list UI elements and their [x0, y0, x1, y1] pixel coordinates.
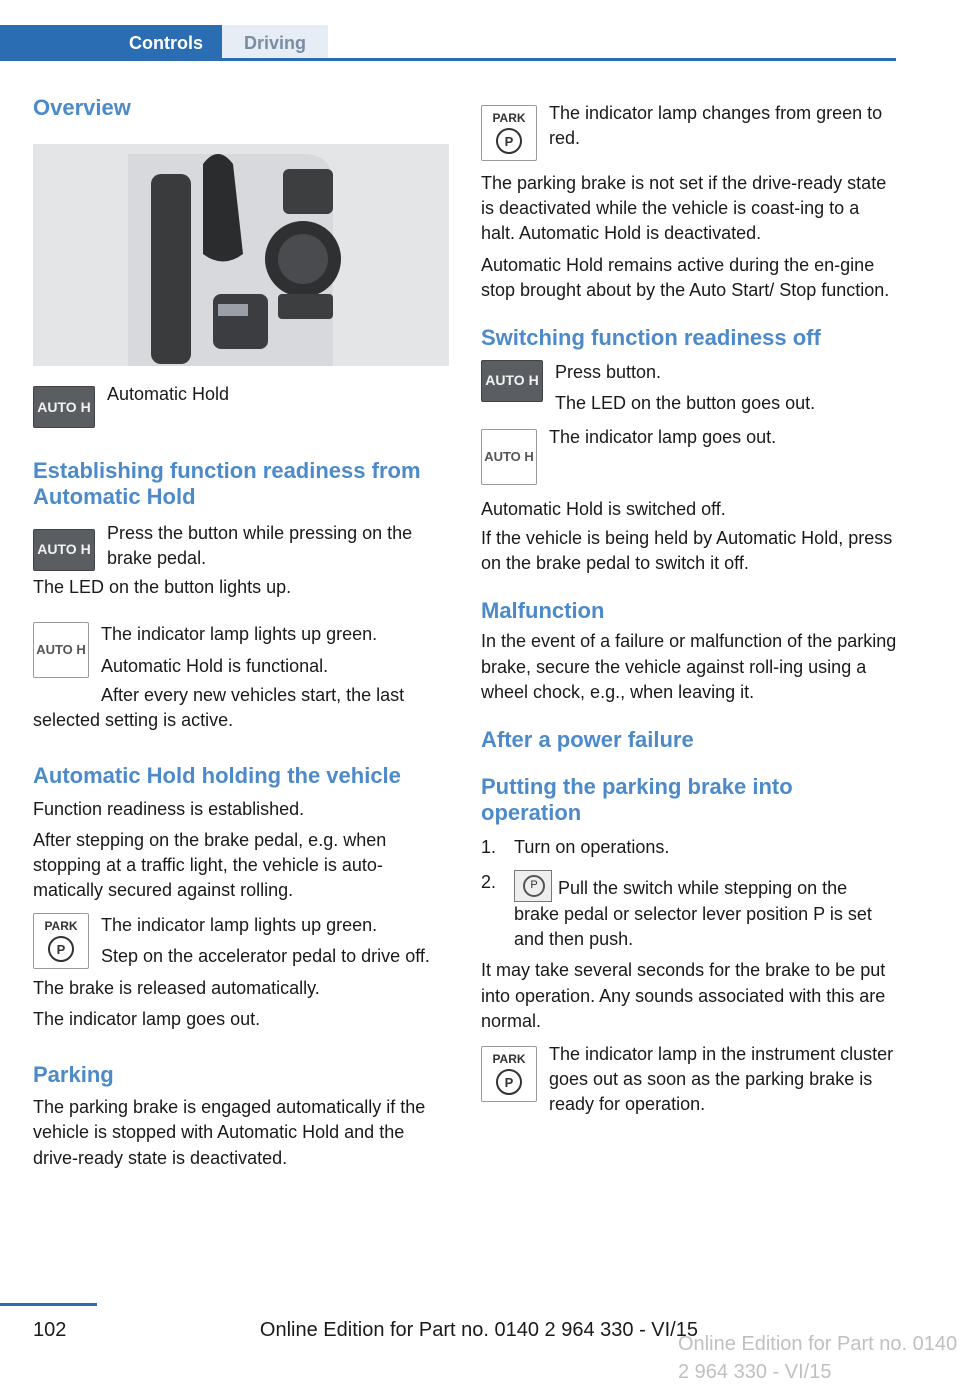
- header-rule: [0, 58, 896, 61]
- holding-heading: Automatic Hold holding the vehicle: [33, 763, 401, 789]
- led-out-text: The LED on the button goes out.: [555, 393, 816, 414]
- overview-heading: Overview: [33, 95, 131, 120]
- left-column: [33, 95, 449, 1171]
- lamp-out-text: The indicator lamp goes out.: [549, 426, 777, 447]
- header-tabs: [0, 25, 896, 61]
- off-heading: Switching function readiness off: [481, 324, 821, 350]
- center-console-image: [33, 144, 449, 366]
- malfunction-heading: Malfunction: [481, 598, 605, 624]
- footer-rule: [0, 1303, 97, 1306]
- autoh-label: Automatic Hold: [107, 384, 230, 405]
- step-accel-text: Step on the accelerator pedal to drive off.: [101, 946, 430, 967]
- establish-row: [33, 521, 449, 571]
- if-held-text: If the vehicle is being held by Automatic Hold, press on the brake pedal to switch it off.: [481, 527, 893, 573]
- lamp-green-text: The indicator lamp lights up green.: [101, 624, 378, 645]
- parking-switch-icon: P: [514, 870, 552, 902]
- establish-text: Press the button while pressing on the brake pedal.: [107, 522, 413, 569]
- remains-active-text: Automatic Hold remains active during the en-gine stop brought about by the Auto Start/ Stop function.: [481, 254, 890, 300]
- functional-text: Automatic Hold is functional.: [101, 655, 329, 676]
- parking-text: The parking brake is engaged automatically if the vehicle is stopped with Automatic Hold and the drive-ready state is deactivated.: [33, 1097, 426, 1168]
- park-indicator-icon: PARK P: [481, 1046, 537, 1102]
- several-seconds-text: It may take several seconds for the brake to be put into operation. Any sounds associated with this are normal.: [481, 960, 886, 1031]
- autoh-row: [33, 386, 449, 428]
- edition-text: Online Edition for Part no. 0140 2 964 330 - VI/15: [259, 1319, 698, 1341]
- auto-h-button-icon: AUTO H: [33, 386, 95, 428]
- auto-h-button-icon: AUTO H: [481, 360, 543, 402]
- establish-heading: Establishing function readiness from Automatic Hold: [33, 458, 421, 509]
- step-2: 2. P Pull the switch while stepping on the brake pedal or selector lever position P is set and then push.: [481, 872, 872, 950]
- page-number: 102: [33, 1319, 67, 1341]
- cluster-out-text: The indicator lamp in the instrument cluster goes out as soon as the parking brake is ready for operation.: [549, 1044, 894, 1115]
- auto-h-indicator-icon: AUTO H: [33, 622, 89, 678]
- cluster-out-row: [481, 1046, 897, 1118]
- lamp-out-row: [481, 426, 897, 485]
- green-red-text: The indicator lamp changes from green to red.: [549, 103, 883, 149]
- step-1: 1. Turn on operations.: [481, 836, 670, 857]
- tab-controls[interactable]: Controls: [0, 25, 222, 61]
- watermark: Online Edition for Part no. 0140 2 964 330 - VI/15: [678, 1333, 958, 1383]
- right-column: [481, 95, 897, 1118]
- tab-driving[interactable]: Driving: [222, 25, 328, 61]
- after-start-text: After every new vehicles start, the last selected setting is active.: [33, 684, 405, 731]
- readiness-text: Function readiness is established.: [33, 798, 305, 819]
- park-indicator-icon: PARK P: [33, 913, 89, 969]
- released-text: The brake is released automatically.: [33, 977, 320, 998]
- operation-heading: Putting the parking brake into operation: [481, 774, 793, 825]
- malfunction-text: In the event of a failure or malfunction of the parking brake, secure the vehicle against roll-ing using a wheel chock, e.g., when leaving it.: [481, 631, 897, 702]
- switched-off-text: Automatic Hold is switched off.: [481, 498, 726, 519]
- power-heading: After a power failure: [481, 727, 694, 753]
- lamp-out-text: The indicator lamp goes out.: [33, 1008, 261, 1029]
- park-indicator-icon: PARK P: [481, 105, 537, 161]
- auto-h-indicator-icon: AUTO H: [481, 429, 537, 485]
- press-button-row: [481, 360, 897, 416]
- green-lamp-row: [33, 622, 449, 678]
- led-lights-text: The LED on the button lights up.: [33, 577, 292, 598]
- parking-heading: Parking: [33, 1062, 114, 1087]
- green-red-row: [481, 105, 897, 161]
- console-photo: [33, 144, 449, 366]
- park-green-row: [33, 913, 449, 969]
- after-stepping-text: After stepping on the brake pedal, e.g. when stopping at a traffic light, the vehicle is auto-matically secured against rolling.: [33, 829, 387, 901]
- park-green-text: The indicator lamp lights up green.: [101, 915, 378, 936]
- not-set-text: The parking brake is not set if the drive-ready state is deactivated while the vehicle is coast-ing to a halt. Automatic Hold is deactivated.: [481, 173, 887, 244]
- press-button-text: Press button.: [555, 362, 662, 383]
- auto-h-button-icon: AUTO H: [33, 529, 95, 571]
